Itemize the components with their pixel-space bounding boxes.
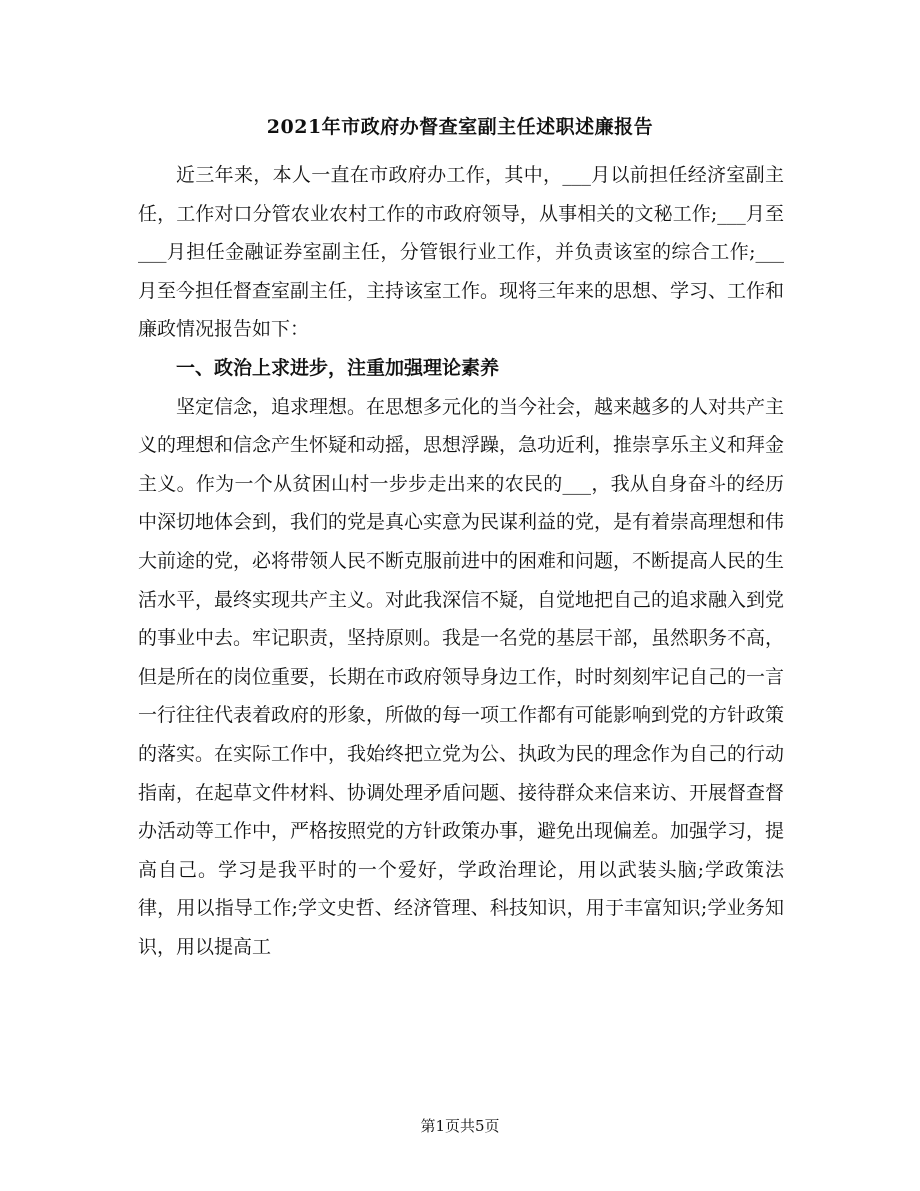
section-1-paragraph: 坚定信念，追求理想。在思想多元化的当今社会，越来越多的人对共产主义的理想和信念产生怀疑和动摇，思想浮躁，急功近利，推崇享乐主义和拜金主义。作为一个从贫困山村一步步走出来的农民的___，我从自身奋斗的经历中深切地体会到，我们的党是真心实意为民谋利益的党，是有着崇高理想和伟大前途的党，必将带领人民不断克服前进中的困难和问题，不断提高人民的生活水平，最终实现共产主义。对此我深信不疑，自觉地把自己的追求融入到党的事业中去。牢记职责，坚持原则。我是一名党的基层干部，虽然职务不高，但是所在的岗位重要，长期在市政府领导身边工作，时时刻刻牢记自己的一言一行往往代表着政府的形象，所做的每一项工作都有可能影响到党的方针政策的落实。在实际工作中，我始终把立党为公、执政为民的理念作为自己的行动指南，在起草文件材料、协调处理矛盾问题、接待群众来信来访、开展督查督办活动等工作中，严格按照党的方针政策办事，避免出现偏差。加强学习，提高自己。学习是我平时的一个爱好，学政治理论，用以武装头脑;学政策法律，用以指导工作;学文史哲、经济管理、科技知识，用于丰富知识;学业务知识，用以提高工 [138, 395, 785, 958]
document-title: 2021年市政府办督查室副主任述职述廉报告 [266, 116, 654, 138]
section-heading-1: 一、政治上求进步，注重加强理论素养 [176, 356, 500, 379]
intro-paragraph: 近三年来，本人一直在市政府办工作，其中，___月以前担任经济室副主任，工作对口分管农业农村工作的市政府领导，从事相关的文秘工作;___月至___月担任金融证券室副主任，分管银行业工作，并负责该室的综合工作;___月至今担任督查室副主任，主持该室工作。现将三年来的思想、学习、工作和廉政情况报告如下： [138, 164, 785, 341]
document-body [138, 156, 784, 966]
page-number: 第1页共5页 [420, 1117, 500, 1135]
